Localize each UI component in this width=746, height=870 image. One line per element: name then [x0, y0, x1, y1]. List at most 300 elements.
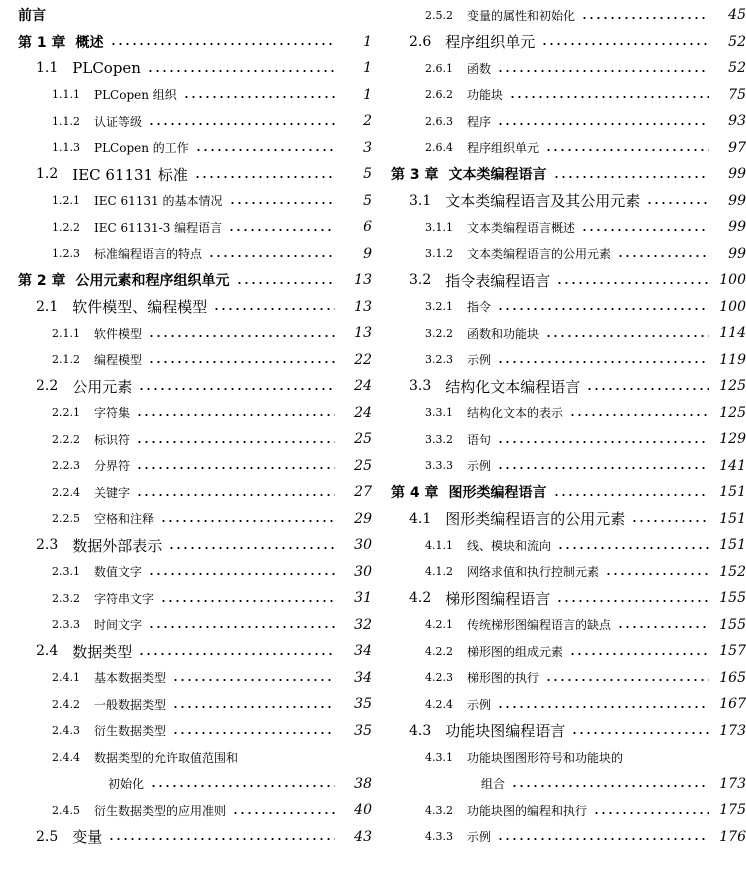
toc-entry-title: 示例 — [467, 459, 492, 473]
dot-leader — [569, 653, 709, 655]
toc-entry-number: 4.1 — [409, 510, 432, 527]
toc-entry-number: 3.3.1 — [425, 406, 453, 419]
toc-entry-title: 程序组织单元 — [445, 33, 536, 51]
toc-entry-title: 公用元素和程序组织单元 — [75, 273, 230, 289]
toc-entry-page-number: 175 — [719, 802, 746, 818]
toc-entry[interactable] — [373, 797, 746, 823]
toc-entry-page-number: 129 — [719, 431, 746, 447]
toc-entry[interactable] — [0, 347, 372, 373]
toc-entry-number: 2.3.3 — [52, 618, 80, 631]
dot-leader — [541, 43, 709, 45]
toc-entry-title: 函数和功能块 — [467, 326, 540, 341]
toc-entry-title: 空格和注释 — [94, 512, 155, 526]
toc-entry[interactable] — [373, 665, 746, 691]
dot-leader — [148, 335, 335, 337]
toc-entry-title: 数据类型的允许取值范围和 — [94, 750, 239, 765]
dot-leader — [581, 229, 709, 231]
toc-entry-number: 2.2.2 — [52, 432, 80, 446]
toc-entry-number: 2.2 — [36, 378, 59, 394]
toc-entry-line — [0, 2, 372, 28]
toc-entry-title: 文本类编程语言的公用元素 — [467, 247, 612, 261]
toc-entry-line — [373, 824, 746, 850]
toc-entry-line — [373, 797, 746, 823]
dot-leader — [138, 653, 335, 655]
toc-entry-title: 公用元素 — [72, 377, 133, 396]
toc-entry[interactable] — [0, 55, 372, 81]
toc-entry-line — [0, 214, 372, 240]
toc-entry-number: 2.1.1 — [52, 326, 80, 340]
toc-entry-number: 2.2.1 — [52, 406, 80, 419]
toc-entry[interactable] — [0, 214, 372, 240]
toc-entry[interactable] — [373, 347, 746, 373]
dot-leader — [232, 812, 335, 814]
toc-entry-page-number: 125 — [719, 404, 746, 421]
dot-leader — [605, 573, 709, 575]
toc-entry-line — [373, 82, 746, 108]
toc-entry-number: 1.2 — [36, 166, 59, 182]
toc-entry-number: 3.2.1 — [425, 300, 453, 313]
toc-entry-title: 梯形图编程语言 — [445, 589, 551, 608]
toc-entry-page-number: 1 — [363, 60, 372, 76]
dot-leader — [556, 600, 709, 602]
toc-entry-title: 数据类型 — [72, 642, 133, 661]
toc-entry[interactable] — [373, 400, 746, 426]
toc-entry-number: 2.1.2 — [52, 353, 80, 366]
toc-entry[interactable] — [373, 108, 746, 134]
toc-entry[interactable] — [0, 559, 372, 585]
dot-leader — [497, 467, 709, 469]
toc-entry-page-number: 43 — [354, 828, 372, 845]
toc-entry-line — [0, 347, 372, 373]
toc-entry-title: 标识符 — [94, 432, 131, 447]
toc-entry-number: 2.4.2 — [52, 697, 80, 711]
toc-entry-page-number: 38 — [354, 775, 372, 792]
toc-entry-number: 2.3.1 — [52, 565, 80, 578]
dot-leader — [497, 123, 709, 125]
toc-entry-title: IEC 61131-3 编程语言 — [94, 220, 223, 235]
toc-entry-number: 2.4.4 — [52, 750, 80, 764]
toc-entry-line — [373, 585, 746, 611]
toc-entry-page-number: 45 — [728, 7, 746, 23]
toc-entry[interactable] — [373, 29, 746, 55]
toc-entry[interactable] — [0, 135, 372, 161]
toc-entry-line — [373, 771, 746, 797]
dot-leader — [569, 414, 709, 416]
toc-entry-page-number: 99 — [728, 192, 746, 209]
toc-entry[interactable] — [373, 373, 746, 399]
toc-entry[interactable] — [373, 506, 746, 532]
toc-entry-line — [373, 400, 746, 426]
toc-entry-page-number: 30 — [354, 537, 372, 553]
toc-entry[interactable] — [0, 797, 372, 823]
toc-entry[interactable] — [0, 161, 372, 187]
dot-leader — [509, 96, 709, 98]
toc-entry-number: 2.6.1 — [425, 61, 453, 75]
toc-entry[interactable] — [373, 82, 746, 108]
toc-entry-page-number: 114 — [719, 325, 746, 341]
toc-entry-title: 变量的属性和初始化 — [467, 8, 576, 23]
dot-leader — [497, 441, 709, 443]
toc-entry[interactable] — [0, 771, 372, 797]
toc-entry-title: 梯形图的执行 — [467, 671, 540, 685]
toc-entry-page-number: 1 — [363, 33, 372, 50]
toc-entry[interactable] — [0, 638, 372, 664]
toc-entry-line — [0, 718, 372, 744]
toc-entry[interactable] — [0, 82, 372, 108]
toc-entry-page-number: 167 — [719, 696, 746, 712]
toc-entry-page-number: 30 — [354, 563, 372, 580]
dot-leader — [148, 123, 335, 125]
toc-entry-number: 3.2.2 — [425, 326, 453, 340]
dot-leader — [631, 520, 709, 522]
toc-entry-line — [0, 638, 372, 664]
toc-entry-line — [0, 612, 372, 638]
toc-entry-number: 2.4 — [36, 643, 59, 659]
toc-entry-number: 4.3.2 — [425, 803, 453, 817]
toc-entry-number: 3.1 — [409, 192, 432, 209]
toc-entry[interactable] — [0, 585, 372, 611]
toc-entry-title: 衍生数据类型 — [94, 724, 167, 738]
toc-entry-title: 功能块 — [467, 88, 504, 102]
toc-entry[interactable] — [373, 2, 746, 28]
toc-entry[interactable] — [0, 612, 372, 638]
toc-entry-title: 软件模型、编程模型 — [72, 298, 208, 316]
dot-leader — [511, 785, 709, 787]
toc-entry-line — [373, 506, 746, 532]
toc-entry[interactable] — [373, 320, 746, 346]
toc-entry-page-number: 35 — [354, 696, 372, 712]
toc-entry[interactable] — [373, 453, 746, 479]
toc-entry-line — [373, 267, 746, 293]
toc-entry[interactable] — [0, 426, 372, 452]
dot-leader — [213, 308, 335, 310]
toc-entry-line — [0, 188, 372, 214]
toc-entry-line — [0, 665, 372, 691]
toc-entry-title: 字符集 — [94, 406, 131, 420]
toc-entry-number: 4.2.2 — [425, 644, 453, 658]
toc-entry-number: 前言 — [18, 8, 46, 24]
toc-entry-line — [0, 506, 372, 532]
toc-entry-number: 2.6.3 — [425, 114, 453, 128]
dot-leader — [172, 732, 335, 734]
toc-entry-number: 4.2.3 — [425, 671, 453, 684]
dot-leader — [556, 282, 709, 284]
toc-entry-page-number: 13 — [354, 272, 372, 288]
toc-entry-page-number: 173 — [719, 775, 746, 792]
dot-leader — [593, 812, 709, 814]
toc-entry-number: 4.3.3 — [425, 830, 453, 843]
toc-entry[interactable] — [0, 320, 372, 346]
toc-entry-page-number: 6 — [363, 219, 372, 235]
toc-entry[interactable] — [0, 188, 372, 214]
toc-entry-title: 结构化文本的表示 — [467, 406, 564, 420]
toc-entry-page-number: 155 — [719, 590, 746, 606]
toc-entry[interactable] — [373, 718, 746, 744]
toc-entry[interactable] — [373, 426, 746, 452]
toc-entry-page-number: 165 — [719, 669, 746, 686]
toc-entry-page-number: 34 — [354, 669, 372, 686]
dot-leader — [160, 520, 335, 522]
dot-leader — [160, 600, 335, 602]
toc-entry-page-number: 93 — [728, 113, 746, 129]
toc-entry-line — [0, 135, 372, 161]
toc-entry-line — [0, 82, 372, 108]
toc-entry-title: 变量 — [72, 828, 103, 846]
toc-entry-title: IEC 61131 标准 — [72, 165, 188, 184]
toc-entry-number: 第 4 章 — [391, 485, 439, 501]
toc-entry-page-number: 176 — [719, 828, 746, 845]
dot-leader — [168, 547, 335, 549]
toc-entry-line — [373, 665, 746, 691]
toc-entry[interactable] — [373, 691, 746, 717]
toc-entry-line — [373, 744, 746, 770]
toc-entry[interactable] — [373, 638, 746, 664]
toc-entry[interactable] — [0, 506, 372, 532]
toc-entry-page-number: 2 — [363, 113, 372, 129]
dot-leader — [148, 626, 335, 628]
toc-entry[interactable] — [0, 2, 372, 28]
toc-entry-line — [0, 29, 372, 55]
toc-entry-title: 语句 — [467, 432, 492, 447]
toc-entry-line — [0, 320, 372, 346]
dot-leader — [617, 626, 709, 628]
toc-entry[interactable] — [373, 135, 746, 161]
dot-leader — [236, 282, 336, 284]
toc-entry[interactable] — [0, 29, 372, 55]
toc-entry-number: 3.3 — [409, 378, 432, 394]
dot-leader — [150, 785, 335, 787]
toc-entry-title: 数值文字 — [94, 565, 143, 579]
toc-entry-line — [373, 453, 746, 479]
toc-entry-line — [373, 479, 746, 505]
toc-entry-page-number: 97 — [728, 139, 746, 156]
toc-entry-line — [373, 638, 746, 664]
toc-entry-line — [373, 612, 746, 638]
toc-entry-page-number: 29 — [354, 510, 372, 527]
toc-entry[interactable] — [0, 400, 372, 426]
toc-entry-number: 3.3.2 — [425, 432, 453, 446]
toc-entry-title: 标准编程语言的特点 — [94, 247, 203, 261]
toc-entry-number: 1.2.2 — [52, 220, 80, 234]
toc-entry-title: 程序组织单元 — [467, 141, 540, 155]
dot-leader — [581, 17, 709, 19]
toc-entry-number: 3.1.2 — [425, 247, 453, 260]
toc-entry-title: 指令表编程语言 — [445, 271, 551, 290]
toc-entry-page-number: 157 — [719, 643, 746, 659]
toc-entry-page-number: 5 — [363, 166, 372, 182]
toc-entry-line — [373, 426, 746, 452]
toc-entry-line — [373, 532, 746, 558]
toc-entry-line — [0, 161, 372, 187]
toc-entry-title: 结构化文本编程语言 — [445, 377, 581, 396]
toc-entry-number: 2.6 — [409, 33, 432, 50]
toc-entry-line — [373, 161, 746, 187]
dot-leader — [497, 308, 709, 310]
toc-entry[interactable] — [0, 453, 372, 479]
dot-leader — [195, 149, 335, 151]
toc-entry-title: 衍生数据类型的应用准则 — [94, 803, 227, 818]
toc-entry-number: 1.1.3 — [52, 141, 80, 154]
toc-entry-title: 示例 — [467, 830, 492, 844]
dot-leader — [138, 388, 335, 390]
toc-entry-page-number: 52 — [728, 60, 746, 76]
toc-entry-line — [0, 426, 372, 452]
toc-entry-page-number: 5 — [363, 192, 372, 209]
toc-entry-title: 功能块图的编程和执行 — [467, 803, 588, 818]
toc-entry[interactable] — [0, 267, 372, 293]
dot-leader — [571, 732, 709, 734]
toc-entry-title: 文本类编程语言及其公用元素 — [445, 192, 641, 210]
toc-entry[interactable] — [373, 267, 746, 293]
toc-entry[interactable] — [0, 718, 372, 744]
toc-entry[interactable] — [0, 665, 372, 691]
dot-leader — [497, 70, 709, 72]
toc-entry-number: 2.2.3 — [52, 459, 80, 472]
toc-entry-number: 2.6.2 — [425, 88, 453, 101]
toc-entry[interactable] — [0, 108, 372, 134]
toc-entry-page-number: 24 — [354, 378, 372, 394]
toc-entry[interactable] — [373, 585, 746, 611]
dot-leader — [136, 414, 335, 416]
toc-entry-title: 一般数据类型 — [94, 697, 167, 712]
toc-entry-number: 第 2 章 — [18, 273, 66, 289]
toc-entry[interactable] — [373, 479, 746, 505]
toc-entry[interactable] — [0, 373, 372, 399]
toc-entry-number: 2.5 — [36, 828, 59, 845]
dot-leader — [194, 176, 335, 178]
toc-entry[interactable] — [0, 241, 372, 267]
toc-entry-line — [373, 559, 746, 585]
dot-leader — [553, 494, 710, 496]
toc-entry-page-number: 99 — [728, 166, 746, 182]
toc-entry[interactable] — [373, 214, 746, 240]
toc-entry-title: 网络求值和执行控制元素 — [467, 565, 600, 579]
toc-entry-number: 4.2 — [409, 590, 432, 606]
toc-entry-title: 示例 — [467, 697, 492, 712]
toc-entry-number: 4.2.1 — [425, 618, 453, 631]
dot-leader — [208, 255, 335, 257]
toc-entry-page-number: 100 — [719, 298, 746, 315]
toc-entry[interactable] — [373, 559, 746, 585]
toc-entry-title: 函数 — [467, 61, 492, 76]
toc-entry[interactable] — [373, 161, 746, 187]
toc-entry-number: 2.4.5 — [52, 803, 80, 817]
toc-entry[interactable] — [373, 55, 746, 81]
toc-entry-title: PLCopen 的工作 — [94, 141, 189, 155]
dot-leader — [497, 361, 709, 363]
dot-leader — [497, 706, 709, 708]
toc-entry[interactable] — [0, 824, 372, 850]
toc-entry-line — [0, 373, 372, 399]
toc-entry-page-number: 32 — [354, 616, 372, 633]
toc-entry-number: 2.1 — [36, 298, 59, 315]
toc-entry-number: 3.2.3 — [425, 353, 453, 366]
toc-entry-number: 1.2.3 — [52, 247, 80, 260]
toc-entry-page-number: 100 — [719, 272, 746, 288]
dot-leader — [183, 96, 335, 98]
toc-entry[interactable] — [373, 532, 746, 558]
toc-entry-page-number: 24 — [354, 404, 372, 421]
toc-entry-number: 4.1.1 — [425, 538, 453, 552]
dot-leader — [110, 43, 336, 45]
dot-leader — [228, 229, 335, 231]
toc-entry-page-number: 27 — [354, 484, 372, 500]
toc-entry-line — [0, 585, 372, 611]
toc-entry-number: 2.2.4 — [52, 485, 80, 499]
toc-entry-page-number: 25 — [354, 457, 372, 474]
toc-entry-page-number: 75 — [728, 86, 746, 103]
toc-entry-number: 4.3.1 — [425, 750, 453, 764]
toc-entry-title: 图形类编程语言 — [448, 485, 547, 501]
dot-leader — [586, 388, 709, 390]
toc-entry-page-number: 13 — [354, 298, 372, 315]
dot-leader — [646, 202, 709, 204]
toc-entry-title: 数据外部表示 — [72, 536, 163, 555]
toc-entry-line — [0, 479, 372, 505]
toc-entry-line — [373, 135, 746, 161]
toc-entry[interactable] — [373, 241, 746, 267]
dot-leader — [172, 706, 335, 708]
toc-entry-page-number: 141 — [719, 457, 746, 474]
dot-leader — [172, 679, 335, 681]
dot-leader — [557, 547, 709, 549]
dot-leader — [497, 838, 709, 840]
toc-entry-number: 2.6.4 — [425, 141, 453, 154]
toc-entry-line — [373, 188, 746, 214]
toc-entry-title: 梯形图的组成元素 — [467, 644, 564, 659]
toc-entry-title: 基本数据类型 — [94, 671, 167, 685]
toc-entry-page-number: 25 — [354, 431, 372, 447]
toc-entry[interactable] — [373, 824, 746, 850]
toc-entry[interactable] — [0, 532, 372, 558]
toc-entry-line — [373, 55, 746, 81]
toc-entry-line — [0, 691, 372, 717]
toc-entry-page-number: 34 — [354, 643, 372, 659]
toc-entry-page-number: 13 — [354, 325, 372, 341]
toc-entry-title: 分界符 — [94, 459, 131, 473]
toc-entry[interactable] — [0, 691, 372, 717]
toc-entry[interactable] — [0, 744, 372, 770]
toc-entry[interactable] — [373, 771, 746, 797]
toc-entry-page-number: 40 — [354, 802, 372, 818]
toc-entry-title: PLCopen 组织 — [94, 88, 177, 102]
toc-entry-page-number: 35 — [354, 722, 372, 739]
toc-entry-number: 4.2.4 — [425, 697, 453, 711]
toc-entry-page-number: 99 — [728, 245, 746, 262]
toc-entry-number: 2.4.1 — [52, 671, 80, 684]
toc-entry-line — [0, 294, 372, 320]
toc-entry[interactable] — [0, 479, 372, 505]
toc-entry-line — [373, 241, 746, 267]
toc-entry-number: 1.1.1 — [52, 88, 80, 101]
toc-entry-title: 关键字 — [94, 485, 131, 500]
toc-entry-title: 线、模块和流向 — [467, 538, 552, 553]
toc-entry[interactable] — [0, 294, 372, 320]
toc-entry-number: 2.5.2 — [425, 8, 453, 22]
toc-entry[interactable] — [373, 612, 746, 638]
toc-entry[interactable] — [373, 294, 746, 320]
toc-entry-number: 4.1.2 — [425, 565, 453, 578]
toc-entry-line — [0, 241, 372, 267]
toc-entry-line — [0, 108, 372, 134]
toc-entry-title: 传统梯形图编程语言的缺点 — [467, 618, 612, 632]
toc-entry[interactable] — [373, 744, 746, 770]
toc-entry-page-number: 22 — [354, 351, 372, 368]
dot-leader — [136, 441, 335, 443]
toc-entry-number: 2.3 — [36, 537, 59, 553]
toc-entry[interactable] — [373, 188, 746, 214]
toc-entry-page-number: 151 — [719, 510, 746, 527]
